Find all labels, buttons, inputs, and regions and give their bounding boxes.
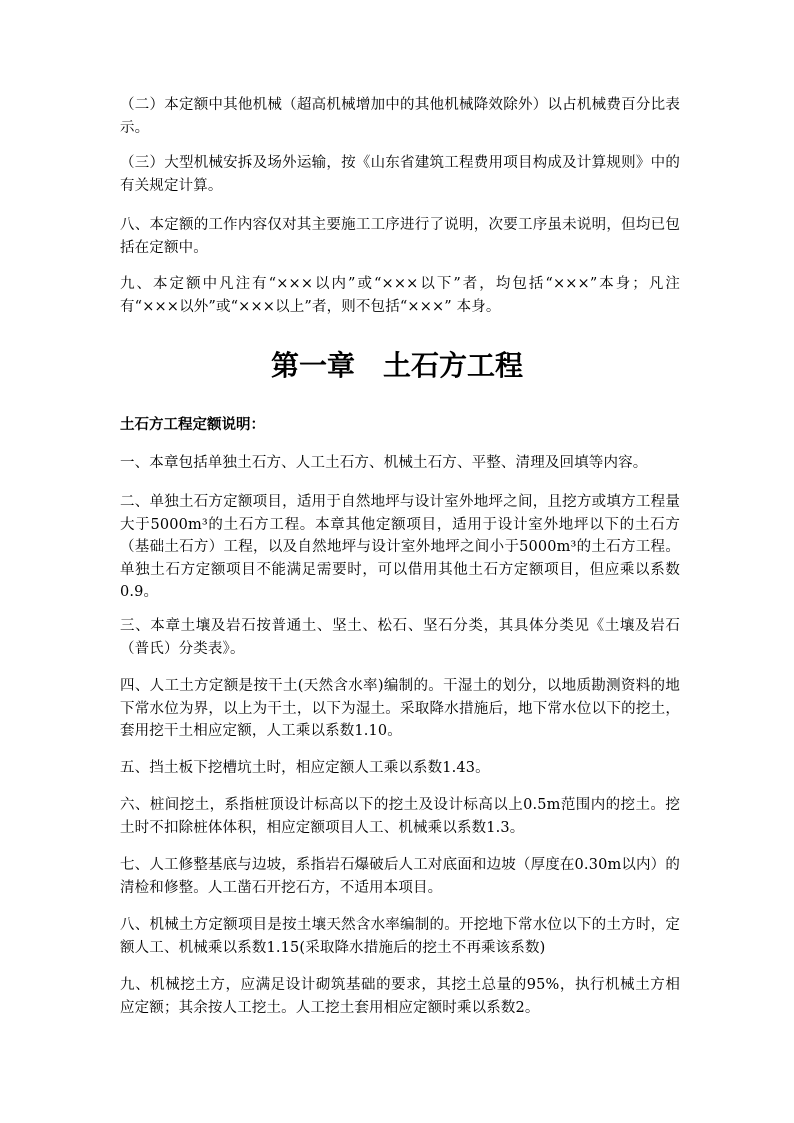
paragraph-large-machinery: （三）大型机械安拆及场外运输，按《山东省建筑工程费用项目构成及计算规则》中的有关规定计算。	[120, 155, 680, 194]
paragraph-work-content: 八、本定额的工作内容仅对其主要施工工序进行了说明，次要工序虽未说明，但均已包括在定额中。	[120, 217, 680, 256]
paragraph-trimming: 七、人工修整基底与边坡，系指岩石爆破后人工对底面和边坡（厚度在0.30m以内）的清检和修整。人工凿石开挖石方，不适用本项目。	[120, 857, 680, 896]
paragraph-soil-classification: 三、本章土壤及岩石按普通土、坚土、松石、坚石分类，其具体分类见《土壤及岩石（普氏）分类表》。	[120, 618, 680, 657]
paragraph-within-below: 九、本定额中凡注有“×××以内”或“×××以下”者，均包括“×××”本身；凡注有“×××以外”或“×××以上”者，则不包括“×××” 本身。	[120, 276, 680, 315]
paragraph-mechanical-excavation: 九、机械挖土方，应满足设计砌筑基础的要求，其挖土总量的95%，执行机械土方相应定额；其余按人工挖土。人工挖土套用相应定额时乘以系数2。	[120, 977, 680, 1016]
paragraph-pile-excavation: 六、桩间挖土，系指桩顶设计标高以下的挖土及设计标高以上0.5m范围内的挖土。挖土时不扣除桩体体积，相应定额项目人工、机械乘以系数1.3。	[120, 797, 680, 836]
paragraph-scope: 一、本章包括单独土石方、人工土石方、机械土石方、平整、清理及回填等内容。	[120, 455, 648, 471]
paragraph-mechanical-earthwork: 八、机械土方定额项目是按土壤天然含水率编制的。开挖地下常水位以下的土方时，定额人工、机械乘以系数1.15(采取降水措施后的挖土不再乘该系数)	[120, 917, 680, 956]
paragraph-retaining-board: 五、挡土板下挖槽坑土时，相应定额人工乘以系数1.43。	[120, 760, 490, 776]
paragraph-manual-earthwork: 四、人工土方定额是按干土(天然含水率)编制的。干湿土的划分，以地质勘测资料的地下常水位为界，以上为干土，以下为湿土。采取降水措施后，地下常水位以下的挖土，套用挖干土相应定额，人工乘以系数1.10。	[120, 678, 680, 739]
paragraph-standalone-earthwork: 二、单独土石方定额项目，适用于自然地坪与设计室外地坪之间，且挖方或填方工程量大于5000m³的土石方工程。本章其他定额项目，适用于设计室外地坪以下的土石方（基础土石方）工程，以及自然地坪与设计室外地坪之间小于5000m³的土石方工程。单独土石方定额项目不能满足需要时，可以借用其他土石方定额项目，但应乘以系数0.9。	[120, 494, 680, 600]
chapter-title: 第一章 土石方工程	[270, 349, 523, 382]
paragraph-other-machinery: （二）本定额中其他机械（超高机械增加中的其他机械降效除外）以占机械费百分比表示。	[120, 97, 680, 136]
section-heading: 土石方工程定额说明：	[120, 417, 265, 433]
